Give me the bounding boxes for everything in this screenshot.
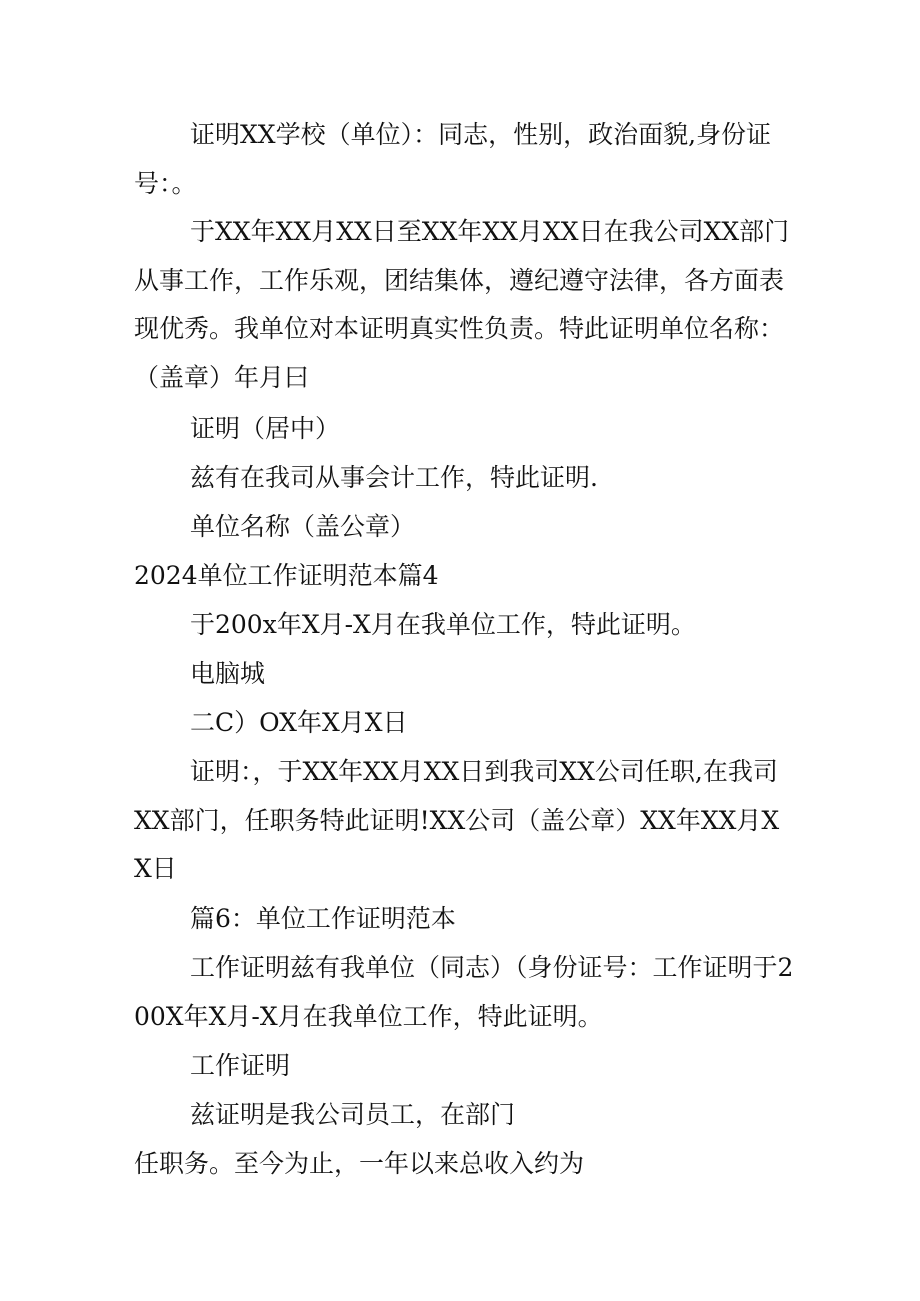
section-heading-6: 篇6：单位工作证明范本 <box>190 904 456 933</box>
paragraph-6: 于200x年X月-X月在我单位工作，特此证明。 <box>190 610 696 639</box>
paragraph-4: 兹有在我司从事会计工作，特此证明. <box>190 463 598 492</box>
section-heading-4: 2024单位工作证明范本篇4 <box>134 561 439 590</box>
paragraph-9: 证明：，于XX年XX月XX日到我司XX公司任职,在我司XX部门，任职务特此证明!XX公司（盖公章）XX年XX月XX日 <box>134 757 780 884</box>
paragraph-11: 工作证明 <box>190 1051 291 1080</box>
paragraph-3: 证明（居中） <box>190 414 341 443</box>
paragraph-12: 兹证明是我公司员工，在部门 <box>190 1100 516 1129</box>
paragraph-8: 二C）OX年X月X日 <box>190 708 408 737</box>
paragraph-7: 电脑城 <box>190 659 266 688</box>
paragraph-10: 工作证明兹有我单位（同志）（身份证号：工作证明于200X年X月-X月在我单位工作，特此证明。 <box>134 953 794 1031</box>
paragraph-13: 任职务。至今为止，一年以来总收入约为 <box>134 1149 585 1178</box>
paragraph-2: 于XX年XX月XX日至XX年XX月XX日在我公司XX部门从事工作，工作乐观，团结集体，遵纪遵守法律，各方面表现优秀。我单位对本证明真实性负责。特此证明单位名称：（盖章）年月曰 <box>134 217 790 393</box>
paragraph-5: 单位名称（盖公章） <box>190 512 416 541</box>
paragraph-1: 证明XX学校（单位）：同志，性别，政治面貌,身份证号：。 <box>134 120 772 198</box>
